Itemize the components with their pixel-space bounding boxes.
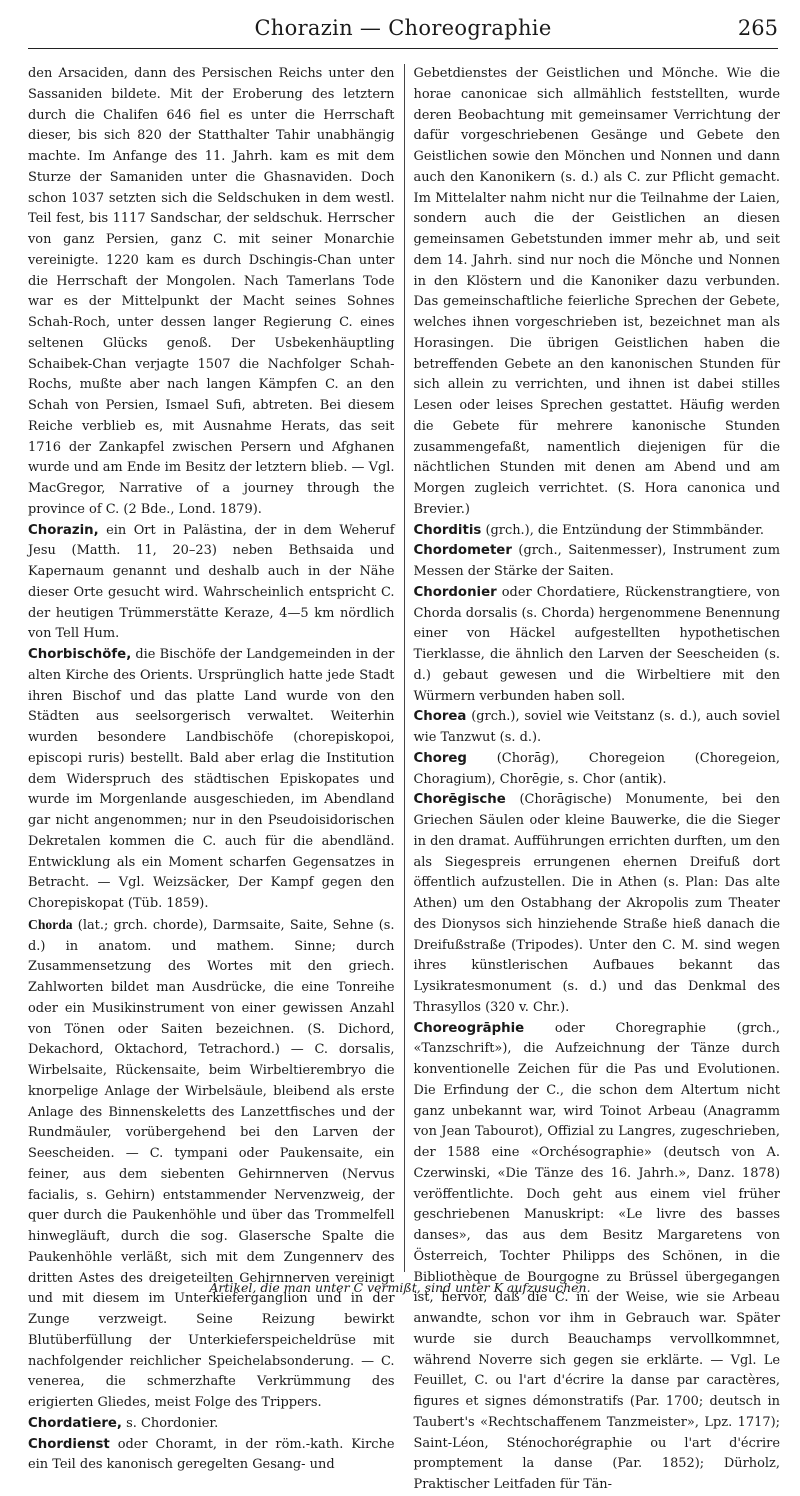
- entry-text: s. Chordonier.: [126, 1415, 219, 1431]
- entry-text: oder Chordatiere, Rückenstrangtiere, von Chorda dorsalis (s. Chorda) hergenommene Benennung einer von Häckel aufgestellten hypothetischen Tierklasse, die ähnlich den Larven der Seescheiden (s. d.) gebaut gewesen und die Wirbeltiere mit den Würmern verbunden haben soll.: [413, 584, 781, 704]
- entry-text: (Chorāgische) Monumente, bei den Griechen Säulen oder kleine Bauwerke, die die Sieger in den dramat. Aufführungen errichten durften, um den als Siegespreis errungenen ehernen Dreifuß dort öffentlich aufzustellen. Die in Athen (s. Plan: Das alte Athen) um den Ostabhang der Akropolis zum Theater des Dionysos sich hinziehende Straße hieß danach die Dreifußstraße (Tripodes). Unter den C. M. sind wegen ihres künstlerischen Aufbaues bekannt das Lysikratesmonument (s. d.) und das Denkmal des Thrasyllos (320 v. Chr.).: [413, 792, 780, 1015]
- entry-headword: Chordienst: [28, 1436, 110, 1452]
- entry-chorea: [414, 707, 781, 749]
- entry-choreographie: [414, 1019, 781, 1496]
- entry-text: die Bischöfe der Landgemeinden in der alten Kirche des Orients. Ursprünglich hatte jede Stadt ihren Bischof und das platte Land wurde von den Städten aus seelsorgerisch verwaltet. Weiterhin wurden besondere Landbischöfe (chorepiskopoi, episcopi ruris) bestellt. Bald aber erlag die Institution dem Widerspruch des städtischen Episkopates und wurde im Morgenlande ausgeschieden, im Abendland gar nicht angenommen; nur in den Pseudoisidorischen Dekretalen kommen die C. auch für die abendländ. Entwicklung als ein Moment scharfen Gegensatzes in Betracht. — Vgl. Weizsäcker, Der Kampf gegen den Chorepiskopat (Tüb. 1859).: [28, 647, 395, 911]
- entry-choregische: [414, 790, 781, 1018]
- entry-headword: Chorea: [413, 709, 467, 725]
- entry-chorbischoefe: [28, 645, 395, 915]
- entry-text: Gebetdienstes der Geistlichen und Mönche. Wie die horae canonicae sich allmählich feststellten, wurde deren Beobachtung mit gemeinsamer Verrichtung der dafür vorgeschriebenen Gesänge und Gebete den Geistlichen sowie den Mönchen und Nonnen und dann auch den Kanonikern (s. d.) als C. zur Pflicht gemacht. Im Mittelalter nahm nicht nur die Teilnahme der Laien, sondern auch die der Geistlichen an diesen gemeinsamen Gebetstunden immer mehr ab, und seit dem 14. Jahrh. sind nur noch die Mönche und Nonnen in den Klöstern und die Kanoniker dazu verbunden. Das gemeinschaftliche feierliche Sprechen der Gebete, welches ihnen vorgeschrieben ist, bezeichnet man als Horasingen. Die übrigen Geistlichen haben die betreffenden Gebete an den kanonischen Stunden für sich allein zu verrichten, und ihnen ist dabei stilles Lesen oder leises Sprechen gestattet. Häufig werden die Gebete für mehrere kanonische Stunden zusammengefaßt, namentlich diejenigen für die nächtlichen Stunden mit denen am Abend und am Morgen zugleich verrichtet. (S. Hora canonica und Brevier.): [413, 66, 780, 517]
- page-title: Chorazin — Choreographie: [254, 16, 552, 40]
- entry-headword: Chordonier: [413, 584, 497, 600]
- right-column: [404, 64, 781, 1492]
- entry-continued: [414, 64, 781, 521]
- entry-chorditis: [414, 521, 781, 542]
- entry-chordonier: [414, 583, 781, 708]
- entry-text: (grch.), die Entzündung der Stimmbänder.: [485, 522, 765, 538]
- entry-headword: Chorazin,: [28, 522, 99, 538]
- entry-text: oder Choregraphie (grch., «Tanzschrift»), die Aufzeichnung der Tänze durch konventionelle Zeichen für die Pas und Evolutionen. Die Erfindung der C., die schon dem Altertum nicht ganz unbekannt war, wird Toinot Arbeau (Anagramm von Jean Tabourot), Offizial zu Langres, zugeschrieben, der 1588 eine «Orchésographie» (deutsch von A. Czerwinski, «Die Tänze des 16. Jahrh.», Danz. 1878) veröffentlichte. Doch geht aus einem viel früher geschriebenen Manuskript: «Le livre des basses danses», das aus dem Besitz Margaretens von Österreich, Tochter Philipps des Schönen, in die Bibliothèque de Bourgogne zu Brüssel übergegangen ist, hervor, daß die C. in der Weise, wie sie Arbeau anwandte, schon vor ihm in Gebrauch war. Später wurde sie durch Beauchamps vervollkommnet, während Noverre sich gegen sie erklärte. — Vgl. Le Feuillet, C. ou l'art d'écrire la danse par caractères, figures et signes démonstratifs (Par. 1700; deutsch in Taubert's «Rechtschaffenem Tanzmeister», Lpz. 1717); Saint-Léon, Sténochorégraphie ou l'art d'écrire promptement la danse (Par. 1852); Dürholz, Praktischer Leitfaden für Tän-: [413, 1020, 780, 1492]
- entry-chorazin: [28, 521, 395, 646]
- entry-text: den Arsaciden, dann des Persischen Reichs unter den Sassaniden bildete. Mit der Eroberung des letztern durch die Chalifen 646 fiel es unter die Herrschaft dieser, bis sich 820 der Statthalter Tahir unabhängig machte. Im Anfange des 11. Jahrh. kam es mit dem Sturze der Samaniden unter die Ghasnaviden. Doch schon 1037 setzten sich die Seldschuken in dem westl. Teil fest, bis 1117 Sandschar, der seldschuk. Herrscher von ganz Persien, ganz C. mit seiner Monarchie vereinigte. 1220 kam es durch Dschingis-Chan unter die Herrschaft der Mongolen. Nach Tamerlans Tode war es der Mittelpunkt der Macht seines Sohnes Schah-Roch, unter dessen langer Regierung C. eines seltenen Glücks genoß. Der Usbekenhäuptling Schaibek-Chan verjagte 1507 die Nachfolger Schah-Rochs, mußte aber nach langen Kämpfen C. an den Schah von Persien, Ismael Sufi, abtreten. Bei diesem Reiche verblieb es, mit Ausnahme Herats, das seit 1716 der Zankapfel zwischen Persern und Afghanen wurde und am Ende im Besitz der letztern blieb. — Vgl. MacGregor, Narrative of a journey through the province of C. (2 Bde., Lond. 1879).: [28, 66, 395, 517]
- entry-text: (Chorāg), Choregeion (Choregeion, Choragium), Chorēgie, s. Chor (antik).: [413, 750, 780, 787]
- entry-chordometer: [414, 541, 781, 583]
- entry-text: ein Ort in Palästina, der in dem Weheruf Jesu (Matth. 11, 20–23) neben Bethsaida und Kapernaum genannt und deshalb auch in der Nähe dieser Orte gesucht wird. Wahrscheinlich entspricht C. der heutigen Trümmerstätte Keraze, 4—5 km nördlich von Tell Hum.: [28, 522, 395, 642]
- entry-headword: Chorda: [28, 916, 73, 932]
- entry-text: (lat.; grch. chorde), Darmsaite, Saite, Sehne (s. d.) in anatom. und mathem. Sinne; durch Zusammensetzung des Wortes mit den griech. Zahlworten bildet man Ausdrücke, die eine Tonreihe oder ein Musikinstrument von einer gewissen Anzahl von Tönen oder Saiten bezeichnen. (S. Dichord, Dekachord, Oktachord, Tetrachord.) — C. dorsalis, Wirbelsaite, Rückensaite, beim Wirbeltierembryo die knorpelige Anlage der Wirbelsäule, bleibend als erste Anlage des Binnenskeletts des Lanzettfisches und der Rundmäuler, vorübergehend bei den Larven der Seescheiden. — C. tympani oder Paukensaite, ein feiner, aus dem siebenten Gehirnnerven (Nervus facialis, s. Gehirn) entstammender Nervenzweig, der quer durch die Paukenhöhle und über das Trommelfell hinwegläuft, durch die sog. Glasersche Spalte die Paukenhöhle verläßt, sich mit dem Zungennerv des dritten Astes des dreigeteilten Gehirnnerven vereinigt und mit diesem im Unterkieferganglion und in der Zunge verzweigt. Seine Reizung bewirkt Blutüberfüllung der Unterkieferspeicheldrüse mit nachfolgender reichlicher Speichelabsonderung. — C. venerea, die schmerzhafte Verkrümmung des erigierten Gliedes, meist Folge des Trippers.: [28, 917, 395, 1410]
- entry-text: (grch., Saitenmesser), Instrument zum Messen der Stärke der Saiten.: [413, 543, 780, 579]
- page-header: [28, 12, 778, 49]
- entry-headword: Chorditis: [413, 522, 482, 538]
- entry-headword: Choreg: [413, 750, 467, 766]
- entry-chordienst: [28, 1435, 395, 1477]
- page-footer-note: Artikel, die man unter C vermißt, sind unter K aufzusuchen.: [209, 1280, 591, 1295]
- entry-headword: Chordometer: [413, 543, 512, 559]
- entry-headword: Chorēgische: [413, 792, 506, 808]
- entry-headword: Chorbischöfe,: [28, 647, 132, 662]
- entry-chordatiere: [28, 1414, 395, 1435]
- entry-headword: Choreogrāphie: [413, 1020, 525, 1036]
- entry-choreg: [414, 749, 781, 791]
- entry-text: oder Choramt, in der röm.-kath. Kirche ein Teil des kanonisch geregelten Gesang- und: [28, 1436, 395, 1473]
- page-number: 265: [737, 16, 778, 40]
- entry-chorda: [28, 915, 395, 1414]
- entry-continued: [28, 64, 395, 521]
- entry-headword: Chordatiere,: [28, 1415, 122, 1431]
- entry-text: (grch.), soviel wie Veitstanz (s. d.), auch soviel wie Tanzwut (s. d.).: [413, 709, 780, 745]
